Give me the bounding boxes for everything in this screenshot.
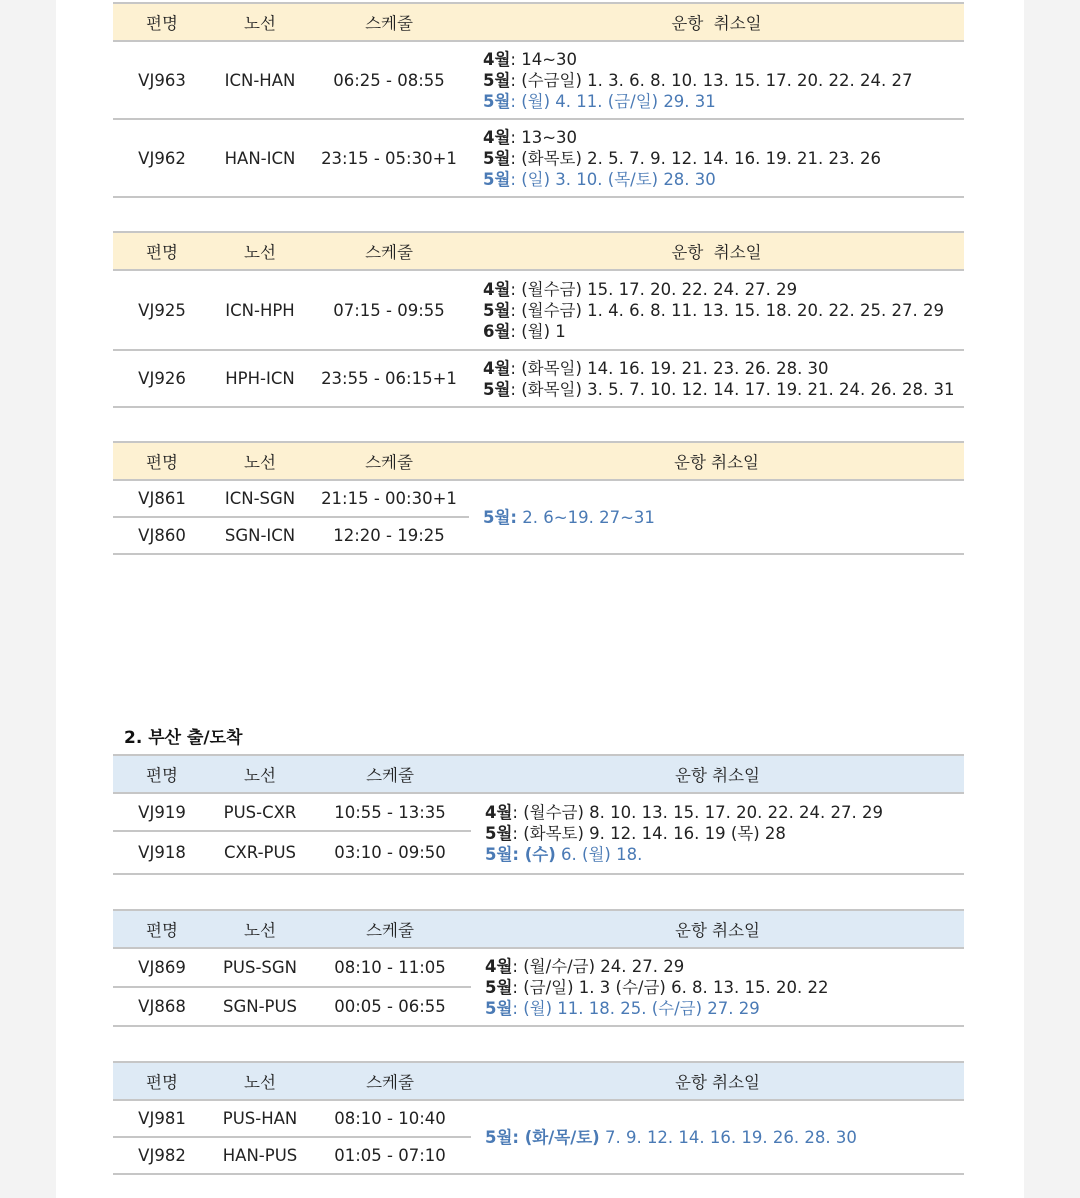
month-label: 5월 bbox=[483, 148, 511, 168]
month-label: 4월 bbox=[483, 127, 511, 147]
section-title: 2. 부산 출/도착 bbox=[124, 728, 243, 748]
schedule: 01:05 - 07:10 bbox=[309, 1137, 471, 1174]
month-label: 5월 bbox=[483, 70, 511, 90]
table-row bbox=[113, 480, 964, 517]
dates: : (월) 11. 18. 25. (수/금) 27. 29 bbox=[512, 998, 760, 1018]
dates: : (화목토) 9. 12. 14. 16. 19 (목) 28 bbox=[512, 824, 786, 843]
header-cancel: 운항 취소일 bbox=[469, 232, 964, 270]
schedule: 21:15 - 00:30+1 bbox=[309, 480, 469, 517]
cancel-dates bbox=[469, 41, 964, 119]
table-row bbox=[113, 119, 964, 197]
header-cancel: 운항 취소일 bbox=[471, 755, 964, 793]
schedule-table-pus-sgn bbox=[113, 909, 964, 1027]
schedule: 00:05 - 06:55 bbox=[309, 987, 471, 1026]
month-label: 5월: (화/목/토) bbox=[485, 1127, 600, 1147]
table-row bbox=[113, 350, 964, 407]
cancel-dates bbox=[469, 270, 964, 350]
flight-number: VJ919 bbox=[113, 793, 211, 831]
dates: : (수금일) 1. 3. 6. 8. 10. 13. 15. 17. 20. 22. 24. 27 bbox=[510, 70, 913, 90]
schedule: 12:20 - 19:25 bbox=[309, 517, 469, 554]
month-label: 4월 bbox=[485, 803, 513, 822]
header-schedule: 스케줄 bbox=[309, 3, 469, 41]
header-flight: 편명 bbox=[113, 1062, 211, 1100]
header-schedule: 스케줄 bbox=[309, 1062, 471, 1100]
cancel-dates bbox=[469, 350, 964, 407]
dates: : (월수금) 1. 4. 6. 8. 11. 13. 15. 18. 20. 22. 25. 27. 29 bbox=[510, 300, 944, 320]
dates: 7. 9. 12. 14. 16. 19. 26. 28. 30 bbox=[599, 1127, 857, 1147]
schedule: 03:10 - 09:50 bbox=[309, 831, 471, 874]
schedule-table-pus-cxr bbox=[113, 754, 964, 875]
cancel-dates bbox=[471, 1100, 964, 1174]
schedule-table-icn-hph bbox=[113, 231, 964, 408]
month-label: 4월 bbox=[485, 956, 513, 976]
cancel-dates bbox=[469, 480, 964, 554]
flight-number: VJ918 bbox=[113, 831, 211, 874]
month-label: 5월 bbox=[485, 977, 513, 997]
route: PUS-HAN bbox=[211, 1100, 309, 1137]
month-label: 5월 bbox=[483, 379, 511, 399]
flight-number: VJ868 bbox=[113, 987, 211, 1026]
flight-number: VJ981 bbox=[113, 1100, 211, 1137]
flight-number: VJ869 bbox=[113, 948, 211, 987]
flight-number: VJ982 bbox=[113, 1137, 211, 1174]
month-label: 5월: bbox=[483, 507, 518, 527]
schedule: 23:15 - 05:30+1 bbox=[309, 119, 469, 197]
header-flight: 편명 bbox=[113, 442, 211, 480]
dates: 6. (월) 18. bbox=[555, 845, 643, 864]
flight-number: VJ963 bbox=[113, 41, 211, 119]
month-label: 5월: (수) bbox=[485, 845, 556, 864]
dates: : (화목일) 14. 16. 19. 21. 23. 26. 28. 30 bbox=[510, 358, 829, 378]
dates: : (월수금) 8. 10. 13. 15. 17. 20. 22. 24. 27. 29 bbox=[512, 803, 884, 822]
route: PUS-SGN bbox=[211, 948, 309, 987]
document-page bbox=[56, 0, 1024, 1198]
flight-number: VJ925 bbox=[113, 270, 211, 350]
schedule: 08:10 - 11:05 bbox=[309, 948, 471, 987]
dates: : (일) 3. 10. (목/토) 28. 30 bbox=[510, 169, 716, 189]
dates: 2. 6~19. 27~31 bbox=[517, 507, 655, 527]
header-cancel: 운항 취소일 bbox=[471, 1062, 964, 1100]
route: PUS-CXR bbox=[211, 793, 309, 831]
table-row bbox=[113, 270, 964, 350]
dates: : (월) 4. 11. (금/일) 29. 31 bbox=[510, 91, 716, 111]
dates: : 13~30 bbox=[510, 127, 578, 147]
route: HPH-ICN bbox=[211, 350, 309, 407]
header-schedule: 스케줄 bbox=[309, 232, 469, 270]
header-route: 노선 bbox=[211, 232, 309, 270]
month-label: 5월 bbox=[483, 300, 511, 320]
table-row bbox=[113, 793, 964, 831]
month-label: 5월 bbox=[483, 91, 511, 111]
month-label: 5월 bbox=[483, 169, 511, 189]
route: SGN-PUS bbox=[211, 987, 309, 1026]
flight-number: VJ861 bbox=[113, 480, 211, 517]
header-cancel: 운항 취소일 bbox=[469, 3, 964, 41]
header-route: 노선 bbox=[211, 3, 309, 41]
header-schedule: 스케줄 bbox=[309, 442, 469, 480]
dates: : (화목일) 3. 5. 7. 10. 12. 14. 17. 19. 21. 24. 26. 28. 31 bbox=[510, 379, 955, 399]
schedule: 23:55 - 06:15+1 bbox=[309, 350, 469, 407]
schedule: 07:15 - 09:55 bbox=[309, 270, 469, 350]
flight-number: VJ926 bbox=[113, 350, 211, 407]
month-label: 5월 bbox=[485, 998, 513, 1018]
header-schedule: 스케줄 bbox=[309, 910, 471, 948]
dates: : (화목토) 2. 5. 7. 9. 12. 14. 16. 19. 21. 23. 26 bbox=[510, 148, 882, 168]
header-flight: 편명 bbox=[113, 910, 211, 948]
route: ICN-HAN bbox=[211, 41, 309, 119]
table-row bbox=[113, 41, 964, 119]
route: HAN-PUS bbox=[211, 1137, 309, 1174]
schedule: 08:10 - 10:40 bbox=[309, 1100, 471, 1137]
header-schedule: 스케줄 bbox=[309, 755, 471, 793]
header-flight: 편명 bbox=[113, 3, 211, 41]
route: SGN-ICN bbox=[211, 517, 309, 554]
header-cancel: 운항 취소일 bbox=[469, 442, 964, 480]
flight-number: VJ962 bbox=[113, 119, 211, 197]
cancel-dates bbox=[469, 119, 964, 197]
dates: : 14~30 bbox=[510, 49, 578, 69]
month-label: 4월 bbox=[483, 358, 511, 378]
month-label: 5월 bbox=[485, 824, 513, 843]
header-flight: 편명 bbox=[113, 755, 211, 793]
route: ICN-SGN bbox=[211, 480, 309, 517]
route: HAN-ICN bbox=[211, 119, 309, 197]
month-label: 4월 bbox=[483, 279, 511, 299]
schedule-table-icn-han bbox=[113, 2, 964, 198]
header-route: 노선 bbox=[211, 910, 309, 948]
schedule-table-pus-han bbox=[113, 1061, 964, 1175]
dates: : (월) 1 bbox=[510, 321, 566, 341]
month-label: 6월 bbox=[483, 321, 511, 341]
cancel-dates bbox=[471, 793, 964, 874]
header-flight: 편명 bbox=[113, 232, 211, 270]
dates: : (금/일) 1. 3 (수/금) 6. 8. 13. 15. 20. 22 bbox=[512, 977, 829, 997]
route: ICN-HPH bbox=[211, 270, 309, 350]
table-row bbox=[113, 1100, 964, 1137]
schedule: 10:55 - 13:35 bbox=[309, 793, 471, 831]
table-row bbox=[113, 948, 964, 987]
flight-number: VJ860 bbox=[113, 517, 211, 554]
header-route: 노선 bbox=[211, 1062, 309, 1100]
dates: : (월수금) 15. 17. 20. 22. 24. 27. 29 bbox=[510, 279, 798, 299]
schedule: 06:25 - 08:55 bbox=[309, 41, 469, 119]
month-label: 4월 bbox=[483, 49, 511, 69]
route: CXR-PUS bbox=[211, 831, 309, 874]
cancel-dates bbox=[471, 948, 964, 1026]
dates: : (월/수/금) 24. 27. 29 bbox=[512, 956, 685, 976]
header-cancel: 운항 취소일 bbox=[471, 910, 964, 948]
schedule-table-icn-sgn bbox=[113, 441, 964, 555]
header-route: 노선 bbox=[211, 755, 309, 793]
header-route: 노선 bbox=[211, 442, 309, 480]
